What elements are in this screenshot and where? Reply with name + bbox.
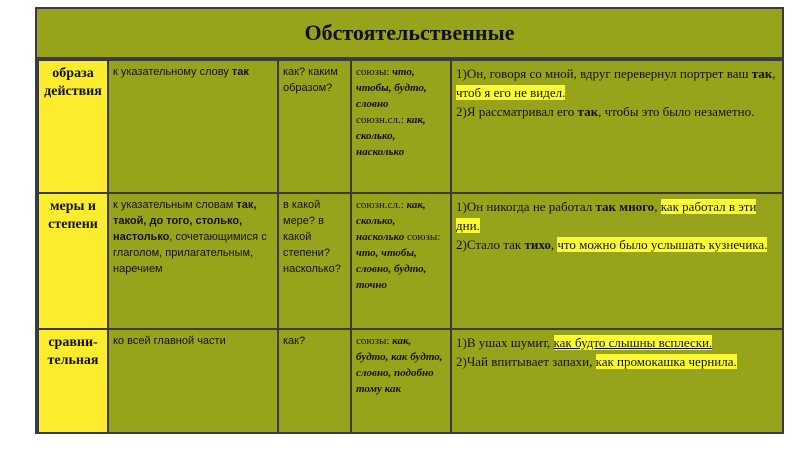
examples-cell: 1)Он, говоря со мной, вдруг перевернул портрет ваш так, чтоб я его не видел. 2)Я рассматривал его так, чтобы это было незаметно. [451,60,783,193]
indicator-cell: к указательным словам так, такой, до того, столько, настолько, сочетающимися с глаголом, прилагательным, наречием [108,193,278,329]
unions-cell: союзн.сл.: как, сколько, насколько союзы: что, чтобы, словно, будто, точно [351,193,451,329]
table-row [38,193,783,329]
table-row [38,60,783,193]
indicator-cell: к указательному слову так [108,60,278,193]
question-cell: в какой мере? в какой степени? насколько? [278,193,351,329]
type-cell: меры и степени [38,193,108,329]
clause-table [37,59,784,434]
examples-cell: 1)Он никогда не работал так много, как работал в эти дни. 2)Стало так тихо, что можно было услышать кузнечика. [451,193,783,329]
examples-cell: 1)В ушах шумит, как будто слышны всплески. 2)Чай впитывает запахи, как промокашка чернила. [451,329,783,433]
indicator-cell: ко всей главной части [108,329,278,433]
unions-cell: союзы: как, будто, как будто, словно, подобно тому как [351,329,451,433]
question-cell: как? [278,329,351,433]
type-cell: образа действия [38,60,108,193]
table-row [38,329,783,433]
table-title: Обстоятельственные [37,9,782,59]
question-cell: как? каким образом? [278,60,351,193]
type-cell: сравни-тельная [38,329,108,433]
clause-table-frame [35,7,784,434]
unions-cell: союзы: что, чтобы, будто, словно союзн.сл.: как, сколько, насколько [351,60,451,193]
